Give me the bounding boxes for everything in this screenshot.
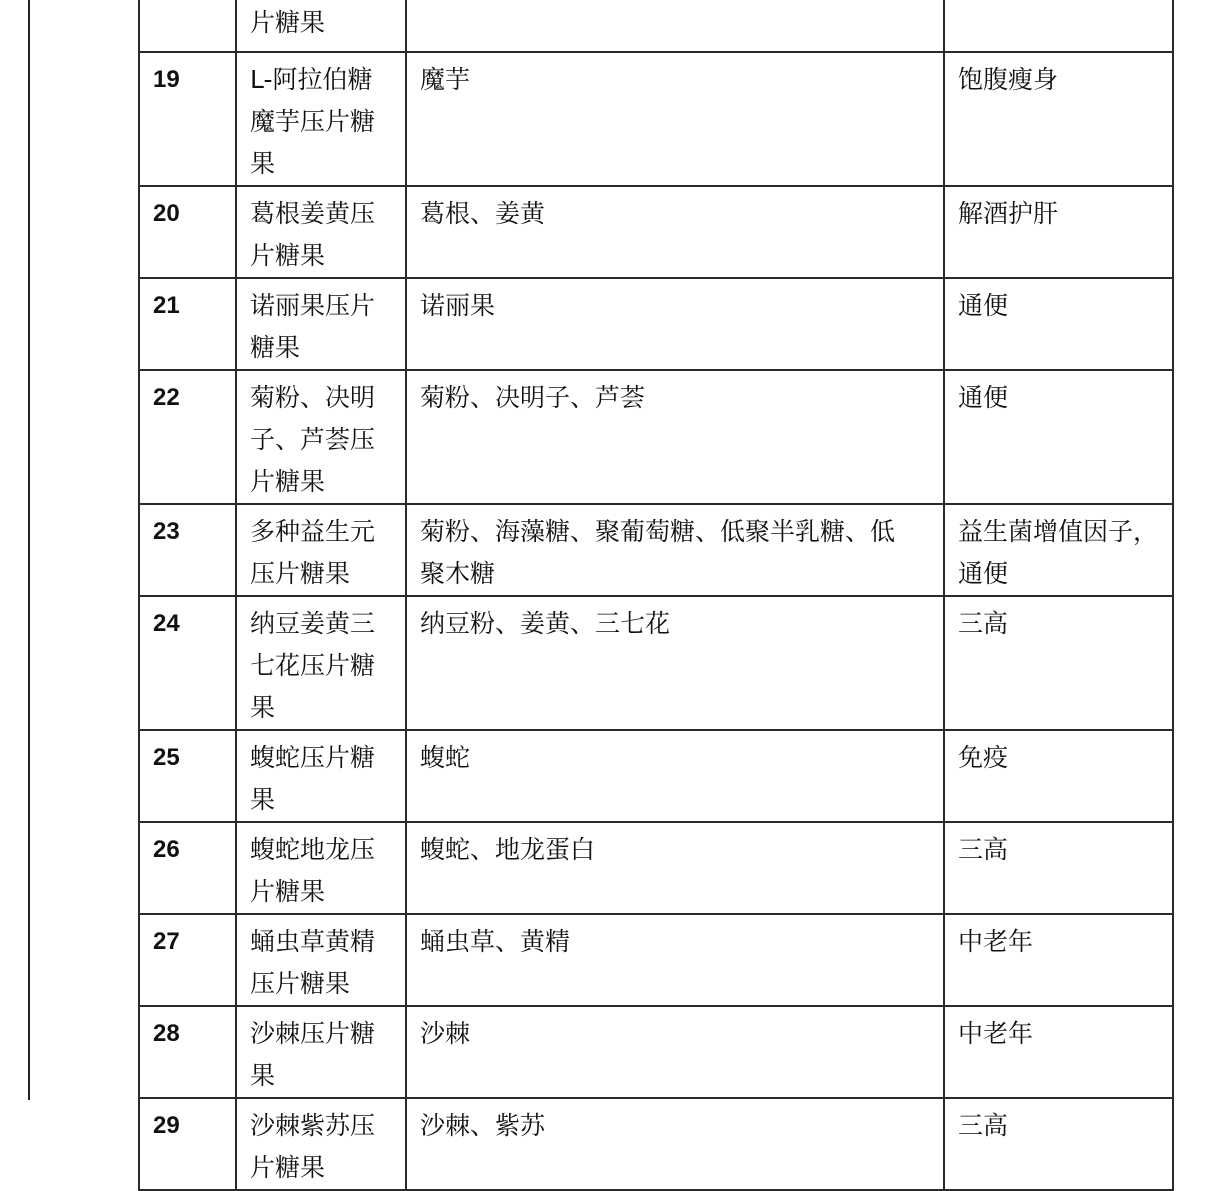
product-name-cell xyxy=(236,0,406,52)
table-row xyxy=(139,914,1173,1006)
product-name-text: 纳豆姜黄三七花压片糖果 xyxy=(250,609,376,722)
effect-cell: 通便 xyxy=(944,370,1173,504)
ingredients-cell xyxy=(406,0,944,52)
row-number-cell: 29 xyxy=(139,1098,236,1190)
ingredients-cell: 沙棘 xyxy=(406,1006,944,1098)
table-row xyxy=(139,186,1173,278)
product-name-cell xyxy=(236,730,406,822)
product-name-cell xyxy=(236,914,406,1006)
row-number-cell: 19 xyxy=(139,52,236,186)
product-name-cell xyxy=(236,370,406,504)
product-name-text: 诺丽果压片糖果 xyxy=(250,291,376,362)
product-name-text: 蛹虫草黄精压片糖果 xyxy=(250,927,376,998)
effect-cell: 通便 xyxy=(944,278,1173,370)
table-row xyxy=(139,1006,1173,1098)
effect-cell: 三高 xyxy=(944,596,1173,730)
row-number-cell: 27 xyxy=(139,914,236,1006)
row-number-cell: 25 xyxy=(139,730,236,822)
effect-cell: 益生菌增值因子，通便 xyxy=(944,504,1173,596)
product-name-text: 葛根姜黄压片糖果 xyxy=(250,199,376,270)
effect-cell: 中老年 xyxy=(944,914,1173,1006)
effect-cell: 三高 xyxy=(944,1098,1173,1190)
effect-cell: 免疫 xyxy=(944,730,1173,822)
ingredients-cell: 蝮蛇、地龙蛋白 xyxy=(406,822,944,914)
effect-cell: 中老年 xyxy=(944,1006,1173,1098)
product-name-cell xyxy=(236,1006,406,1098)
table-row xyxy=(139,278,1173,370)
ingredients-cell: 葛根、姜黄 xyxy=(406,186,944,278)
ingredients-cell: 蛹虫草、黄精 xyxy=(406,914,944,1006)
ingredients-cell: 菊粉、决明子、芦荟 xyxy=(406,370,944,504)
product-name-text: 沙棘紫苏压片糖果 xyxy=(250,1111,376,1182)
ingredients-cell: 菊粉、海藻糖、聚葡萄糖、低聚半乳糖、低聚木糖 xyxy=(406,504,944,596)
row-number-cell: 24 xyxy=(139,596,236,730)
effect-cell: 解酒护肝 xyxy=(944,186,1173,278)
product-name-text: 沙棘压片糖果 xyxy=(250,1019,376,1090)
product-name-cell xyxy=(236,278,406,370)
product-table xyxy=(138,0,1174,1191)
effect-cell: 三高 xyxy=(944,822,1173,914)
row-number-cell: 28 xyxy=(139,1006,236,1098)
product-name-text: 多种益生元压片糖果 xyxy=(250,517,376,588)
product-name-text: L-阿拉伯糖魔芋压片糖果 xyxy=(250,65,376,178)
product-name-cell xyxy=(236,822,406,914)
row-number-cell: 26 xyxy=(139,822,236,914)
table-row xyxy=(139,0,1173,52)
product-name-cell xyxy=(236,1098,406,1190)
row-number-cell xyxy=(139,0,236,52)
product-name-text: 菊粉、决明子、芦荟压片糖果 xyxy=(250,383,376,496)
ingredients-cell: 魔芋 xyxy=(406,52,944,186)
effect-cell: 饱腹瘦身 xyxy=(944,52,1173,186)
row-number-cell: 21 xyxy=(139,278,236,370)
product-name-text: 蝮蛇地龙压片糖果 xyxy=(250,835,376,906)
table-row xyxy=(139,596,1173,730)
row-number-cell: 23 xyxy=(139,504,236,596)
product-name-cell xyxy=(236,52,406,186)
page-margin-line xyxy=(28,0,30,1100)
table-row xyxy=(139,822,1173,914)
row-number-cell: 20 xyxy=(139,186,236,278)
product-name-text: 片糖果 xyxy=(250,8,326,37)
product-name-cell xyxy=(236,504,406,596)
table-row xyxy=(139,730,1173,822)
product-name-cell xyxy=(236,596,406,730)
ingredients-cell: 沙棘、紫苏 xyxy=(406,1098,944,1190)
ingredients-cell: 蝮蛇 xyxy=(406,730,944,822)
table-row xyxy=(139,370,1173,504)
ingredients-cell: 纳豆粉、姜黄、三七花 xyxy=(406,596,944,730)
table-row xyxy=(139,52,1173,186)
row-number-cell: 22 xyxy=(139,370,236,504)
product-name-cell xyxy=(236,186,406,278)
table-row xyxy=(139,1098,1173,1190)
ingredients-cell: 诺丽果 xyxy=(406,278,944,370)
product-name-text: 蝮蛇压片糖果 xyxy=(250,743,376,814)
table-row xyxy=(139,504,1173,596)
effect-cell xyxy=(944,0,1173,52)
